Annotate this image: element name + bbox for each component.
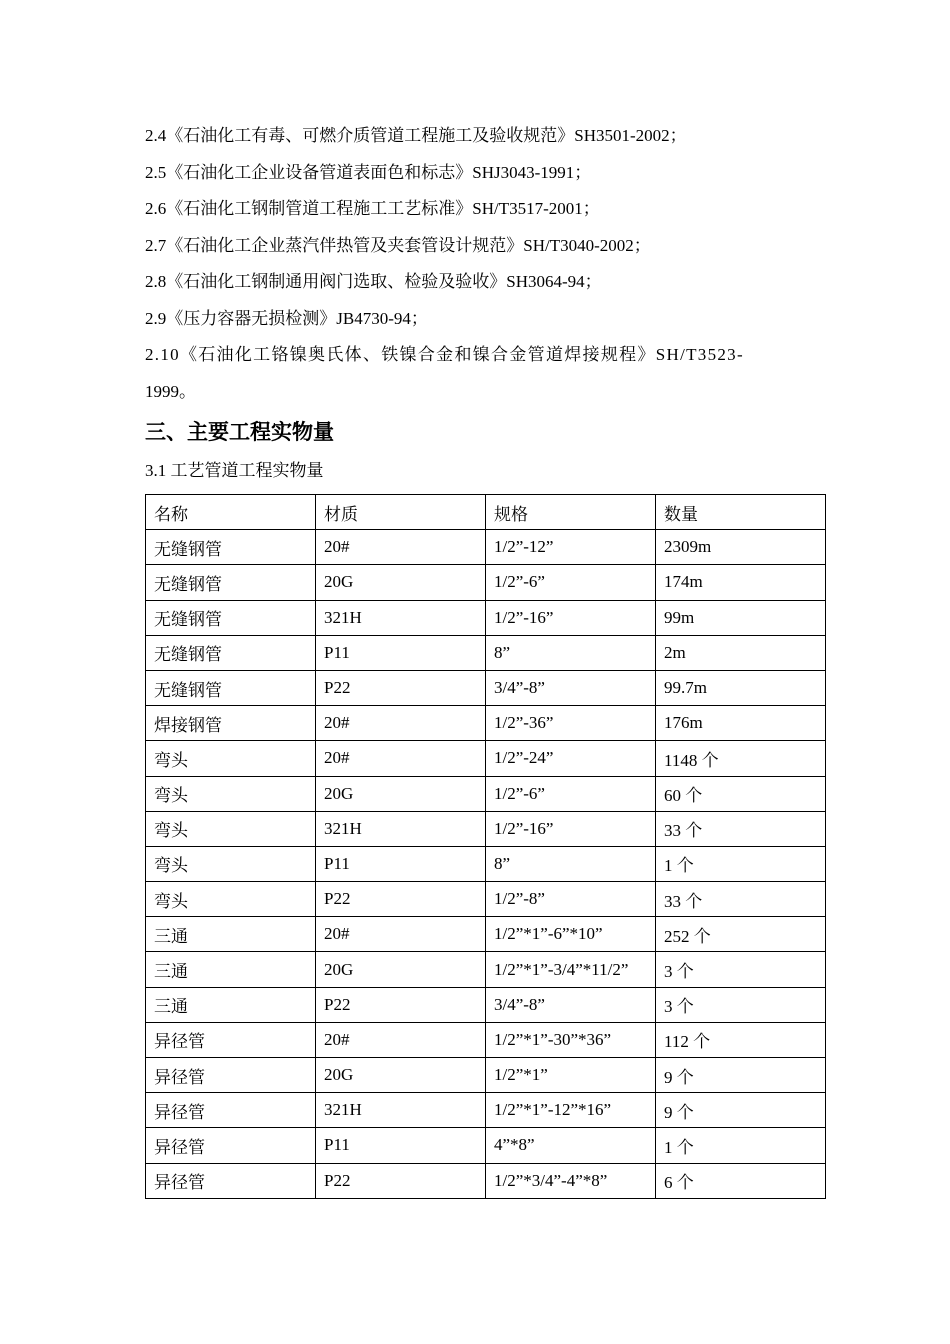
- cell-quantity: 1148 个: [656, 741, 826, 776]
- reference-item: 2.6《石油化工钢制管道工程施工工艺标准》SH/T3517-2001；: [145, 199, 600, 218]
- cell-material: P11: [316, 635, 486, 670]
- section-title: 三、主要工程实物量: [145, 420, 334, 444]
- cell-material: P22: [316, 987, 486, 1022]
- cell-spec: 1/2”*1”-12”*16”: [486, 1093, 656, 1128]
- table-row: [146, 1128, 826, 1163]
- reference-item-wrapped: 2.10《石油化工铬镍奥氏体、铁镍合金和镍合金管道焊接规程》SH/T3523-: [145, 345, 744, 364]
- cell-name: 弯头: [146, 882, 316, 917]
- cell-spec: 3/4”-8”: [486, 670, 656, 705]
- table-row: [146, 1163, 826, 1198]
- table-row: [146, 882, 826, 917]
- cell-name: 三通: [146, 952, 316, 987]
- cell-quantity: 99m: [656, 600, 826, 635]
- cell-name: 异径管: [146, 1058, 316, 1093]
- reference-item-continuation: 1999。: [145, 381, 196, 401]
- cell-spec: 4”*8”: [486, 1128, 656, 1163]
- cell-material: 321H: [316, 1093, 486, 1128]
- cell-material: P22: [316, 1163, 486, 1198]
- table-header-row: [146, 495, 826, 530]
- reference-item: 2.8《石油化工钢制通用阀门选取、检验及验收》SH3064-94；: [145, 272, 602, 291]
- cell-name: 无缝钢管: [146, 565, 316, 600]
- cell-name: 三通: [146, 987, 316, 1022]
- cell-quantity: 60 个: [656, 776, 826, 811]
- cell-material: P11: [316, 846, 486, 881]
- table-row: [146, 1058, 826, 1093]
- subsection-title: 3.1 工艺管道工程实物量: [145, 461, 324, 480]
- cell-material: 20#: [316, 530, 486, 565]
- cell-quantity: 33 个: [656, 882, 826, 917]
- cell-quantity: 174m: [656, 565, 826, 600]
- table-row: [146, 530, 826, 565]
- cell-material: 20G: [316, 565, 486, 600]
- cell-spec: 1/2”-6”: [486, 565, 656, 600]
- table-row: [146, 952, 826, 987]
- table-row: [146, 811, 826, 846]
- cell-name: 弯头: [146, 741, 316, 776]
- cell-quantity: 3 个: [656, 952, 826, 987]
- quantity-table-body: [146, 495, 826, 1199]
- cell-spec: 1/2”*1”-6”*10”: [486, 917, 656, 952]
- cell-material: 321H: [316, 811, 486, 846]
- cell-name: 异径管: [146, 1022, 316, 1057]
- table-row: [146, 670, 826, 705]
- cell-material: 321H: [316, 600, 486, 635]
- cell-spec: 1/2”-6”: [486, 776, 656, 811]
- cell-spec: 1/2”*1”-30”*36”: [486, 1022, 656, 1057]
- reference-item: 2.7《石油化工企业蒸汽伴热管及夹套管设计规范》SH/T3040-2002；: [145, 235, 651, 255]
- cell-quantity: 9 个: [656, 1058, 826, 1093]
- table-row: [146, 1022, 826, 1057]
- cell-material: P22: [316, 670, 486, 705]
- table-row: [146, 600, 826, 635]
- cell-name: 三通: [146, 917, 316, 952]
- cell-quantity: 9 个: [656, 1093, 826, 1128]
- cell-name: 无缝钢管: [146, 670, 316, 705]
- cell-spec: 8”: [486, 846, 656, 881]
- table-row: [146, 565, 826, 600]
- cell-material: 20G: [316, 952, 486, 987]
- cell-quantity: 99.7m: [656, 670, 826, 705]
- cell-material: 20#: [316, 917, 486, 952]
- header-cell-quantity: 数量: [656, 495, 826, 530]
- cell-quantity: 1 个: [656, 846, 826, 881]
- cell-spec: 1/2”-24”: [486, 741, 656, 776]
- cell-quantity: 3 个: [656, 987, 826, 1022]
- table-row: [146, 706, 826, 741]
- cell-material: P11: [316, 1128, 486, 1163]
- cell-name: 弯头: [146, 846, 316, 881]
- table-row: [146, 635, 826, 670]
- header-cell-name: 名称: [146, 495, 316, 530]
- cell-name: 无缝钢管: [146, 635, 316, 670]
- cell-quantity: 1 个: [656, 1128, 826, 1163]
- cell-quantity: 2m: [656, 635, 826, 670]
- header-cell-material: 材质: [316, 495, 486, 530]
- cell-spec: 3/4”-8”: [486, 987, 656, 1022]
- cell-material: 20#: [316, 741, 486, 776]
- cell-material: 20G: [316, 1058, 486, 1093]
- cell-spec: 1/2”*1”: [486, 1058, 656, 1093]
- reference-list: [145, 118, 825, 410]
- cell-name: 无缝钢管: [146, 530, 316, 565]
- cell-name: 异径管: [146, 1163, 316, 1198]
- cell-spec: 8”: [486, 635, 656, 670]
- cell-spec: 1/2”*1”-3/4”*11/2”: [486, 952, 656, 987]
- cell-spec: 1/2”-16”: [486, 600, 656, 635]
- header-cell-spec: 规格: [486, 495, 656, 530]
- cell-name: 异径管: [146, 1093, 316, 1128]
- cell-spec: 1/2”-8”: [486, 882, 656, 917]
- table-row: [146, 1093, 826, 1128]
- cell-quantity: 2309m: [656, 530, 826, 565]
- table-row: [146, 846, 826, 881]
- table-row: [146, 917, 826, 952]
- quantity-table: [145, 494, 826, 1199]
- cell-spec: 1/2”*3/4”-4”*8”: [486, 1163, 656, 1198]
- cell-quantity: 6 个: [656, 1163, 826, 1198]
- cell-name: 无缝钢管: [146, 600, 316, 635]
- cell-quantity: 176m: [656, 706, 826, 741]
- cell-name: 弯头: [146, 811, 316, 846]
- cell-material: P22: [316, 882, 486, 917]
- cell-material: 20G: [316, 776, 486, 811]
- reference-item: 2.4《石油化工有毒、可燃介质管道工程施工及验收规范》SH3501-2002；: [145, 126, 687, 145]
- cell-spec: 1/2”-16”: [486, 811, 656, 846]
- cell-name: 异径管: [146, 1128, 316, 1163]
- cell-spec: 1/2”-12”: [486, 530, 656, 565]
- cell-material: 20#: [316, 706, 486, 741]
- cell-spec: 1/2”-36”: [486, 706, 656, 741]
- cell-name: 弯头: [146, 776, 316, 811]
- cell-name: 焊接钢管: [146, 706, 316, 741]
- cell-material: 20#: [316, 1022, 486, 1057]
- table-row: [146, 741, 826, 776]
- reference-item: 2.9《压力容器无损检测》JB4730-94；: [145, 308, 428, 328]
- cell-quantity: 33 个: [656, 811, 826, 846]
- reference-item: 2.5《石油化工企业设备管道表面色和标志》SHJ3043-1991；: [145, 162, 592, 182]
- table-row: [146, 987, 826, 1022]
- cell-quantity: 112 个: [656, 1022, 826, 1057]
- table-row: [146, 776, 826, 811]
- cell-quantity: 252 个: [656, 917, 826, 952]
